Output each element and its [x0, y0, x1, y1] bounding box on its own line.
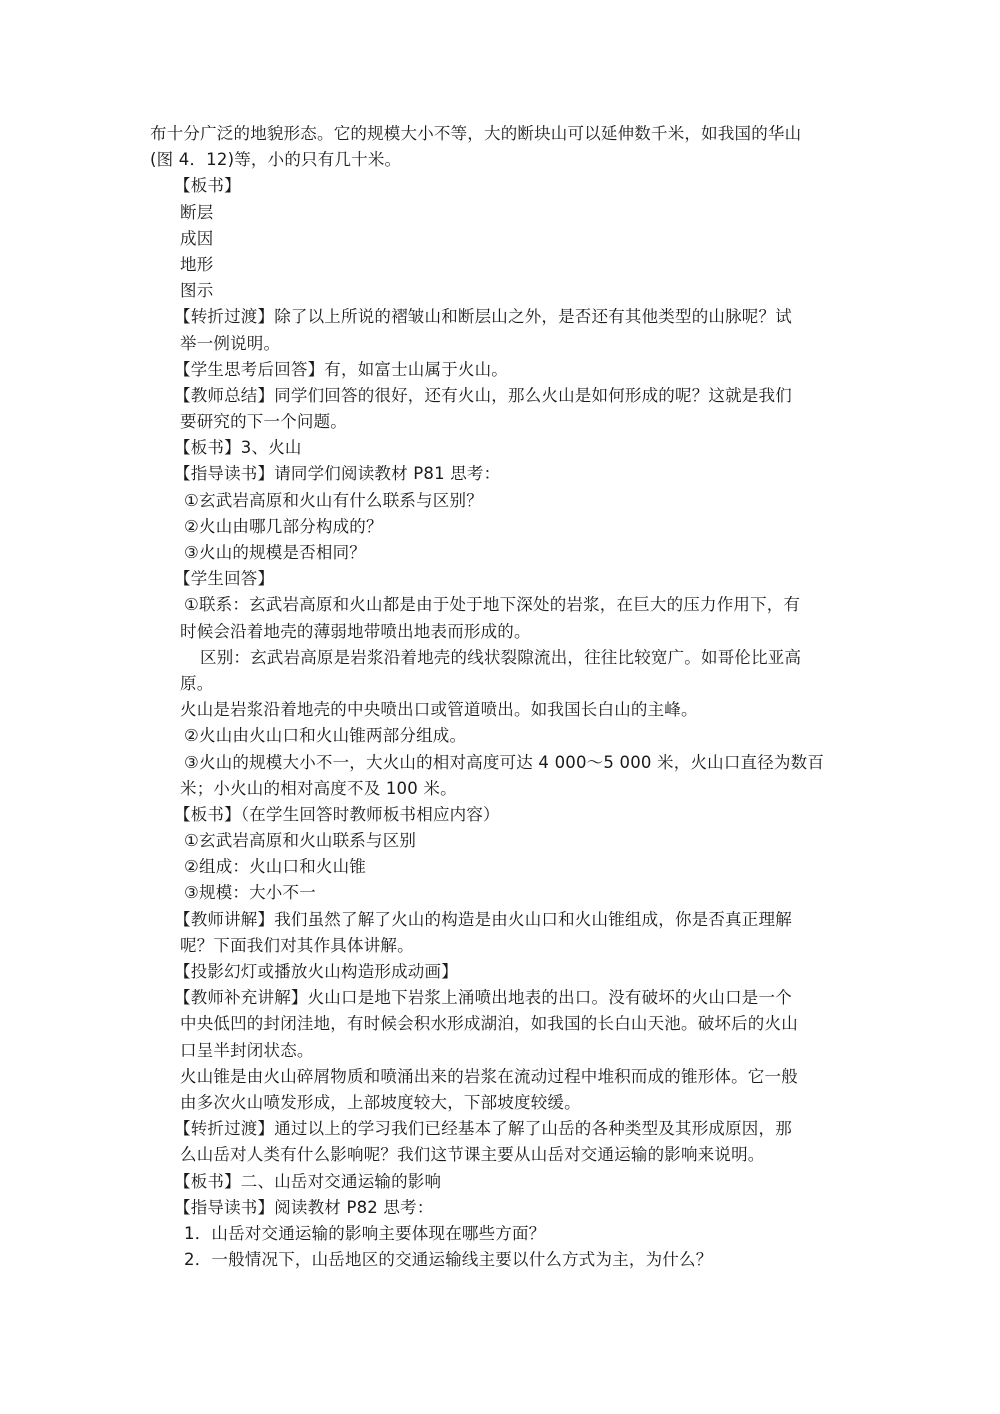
paragraph-line: 【教师补充讲解】火山口是地下岩浆上涌喷出地表的出口。没有破坏的火山口是一个	[174, 988, 792, 1008]
paragraph-line: 时候会沿着地壳的薄弱地带喷出地表而形成的。	[180, 621, 531, 641]
paragraph-line: 火山是岩浆沿着地壳的中央喷出口或管道喷出。如我国长白山的主峰。	[180, 700, 698, 720]
answer-item: ①联系：玄武岩高原和火山都是由于处于地下深处的岩浆，在巨大的压力作用下，有	[184, 595, 801, 615]
paragraph-line: 米；小火山的相对高度不及 100 米。	[180, 778, 457, 798]
question-item: 2．一般情况下，山岳地区的交通运输线主要以什么方式为主，为什么？	[184, 1250, 713, 1270]
paragraph-line: 呢？下面我们对其作具体讲解。	[180, 935, 414, 955]
paragraph-line: (图 4．12)等，小的只有几十米。	[150, 150, 402, 170]
answer-item: ③火山的规模大小不一，大火山的相对高度可达 4 000～5 000 米，火山口直径为数百	[184, 752, 825, 772]
document-page	[150, 121, 840, 1273]
section-label-board: 【板书】（在学生回答时教师板书相应内容）	[174, 804, 500, 824]
question-item: ②火山由哪几部分构成的？	[184, 516, 383, 536]
question-item: 1．山岳对交通运输的影响主要体现在哪些方面？	[184, 1223, 546, 1243]
paragraph-line: 中央低凹的封闭洼地，有时候会积水形成湖泊，如我国的长白山天池。破坏后的火山	[180, 1014, 798, 1034]
paragraph-line: 火山锥是由火山碎屑物质和喷涌出来的岩浆在流动过程中堆积而成的锥形体。它一般	[180, 1066, 798, 1086]
paragraph-line: 么山岳对人类有什么影响呢？我们这节课主要从山岳对交通运输的影响来说明。	[180, 1145, 765, 1165]
paragraph-line: 原。	[180, 673, 214, 693]
question-item: ③火山的规模是否相同？	[184, 543, 366, 562]
board-item: 成因	[180, 228, 214, 248]
paragraph-line: 举一例说明。	[180, 333, 281, 353]
answer-item: ②火山由火山口和火山锥两部分组成。	[184, 726, 467, 746]
board-item: 地形	[180, 254, 214, 274]
section-label-answer: 【学生回答】	[174, 569, 275, 589]
paragraph-line: 要研究的下一个问题。	[180, 412, 347, 432]
paragraph-line: 口呈半封闭状态。	[180, 1040, 314, 1060]
question-item: ①玄武岩高原和火山有什么联系与区别？	[184, 490, 483, 510]
section-label-board: 【板书】3、火山	[174, 438, 302, 458]
paragraph-line: 布十分广泛的地貌形态。它的规模大小不等，大的断块山可以延伸数千米，如我国的华山	[150, 124, 802, 143]
paragraph-line: 【转折过渡】通过以上的学习我们已经基本了解了山岳的各种类型及其形成原因，那	[174, 1119, 792, 1139]
paragraph-line: 【指导读书】阅读教材 P82 思考：	[174, 1197, 434, 1217]
section-label-board: 【板书】	[174, 176, 241, 196]
paragraph-line: 【教师讲解】我们虽然了解了火山的构造是由火山口和火山锥组成，你是否真正理解	[174, 909, 792, 929]
paragraph-line: 【转折过渡】除了以上所说的褶皱山和断层山之外，是否还有其他类型的山脉呢？试	[174, 307, 792, 327]
board-item: 图示	[180, 281, 214, 301]
paragraph-line: 【教师总结】同学们回答的很好，还有火山，那么火山是如何形成的呢？这就是我们	[174, 385, 792, 405]
section-label-projection: 【投影幻灯或播放火山构造形成动画】	[174, 962, 458, 981]
paragraph-line: 【学生思考后回答】有，如富士山属于火山。	[174, 359, 508, 379]
paragraph-line: 区别：玄武岩高原是岩浆沿着地壳的线状裂隙流出，往往比较宽广。如哥伦比亚高	[200, 647, 802, 667]
paragraph-line: 【指导读书】请同学们阅读教材 P81 思考：	[174, 464, 501, 484]
board-item: ①玄武岩高原和火山联系与区别	[184, 831, 417, 851]
board-item: ②组成：火山口和火山锥	[184, 857, 366, 877]
paragraph-line: 由多次火山喷发形成，上部坡度较大，下部坡度较缓。	[180, 1092, 581, 1112]
board-item: 断层	[180, 202, 214, 222]
section-label-board: 【板书】二、山岳对交通运输的影响	[174, 1171, 442, 1191]
board-item: ③规模：大小不一	[184, 883, 316, 903]
